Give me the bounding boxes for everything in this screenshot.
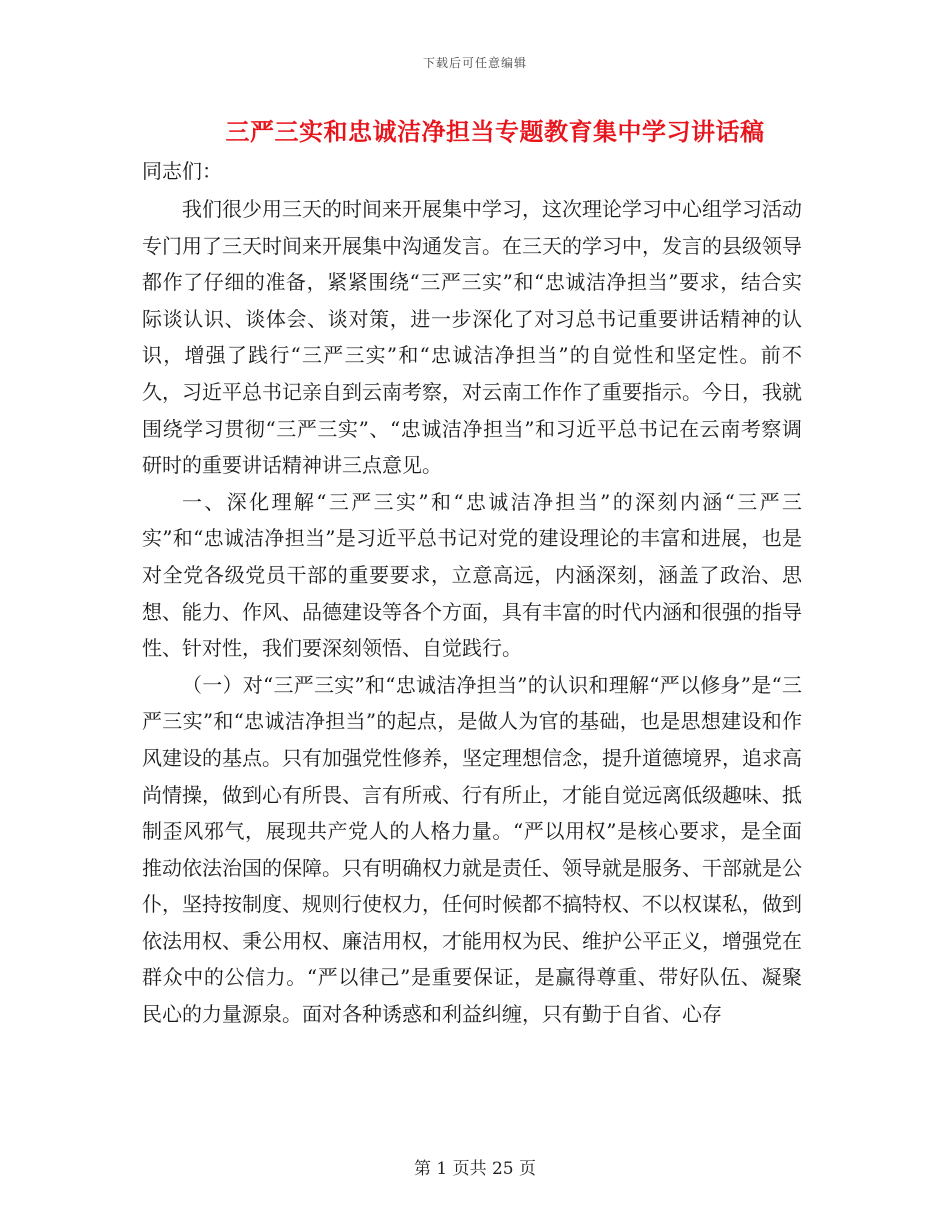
paragraph-section-one: 一、深化理解“三严三实”和“忠诚洁净担当”的深刻内涵“三严三实”和“忠诚洁净担当”是习近平总书记对党的建设理论的丰富和进展，也是对全党各级党员干部的重要要求，立意高远，内涵深刻，涵盖了政治、思想、能力、作风、品德建设等各个方面，具有丰富的时代内涵和很强的指导性、针对性，我们要深刻领悟、自觉践行。: [142, 489, 802, 661]
paragraph-subsection-one: （一）对“三严三实”和“忠诚洁净担当”的认识和理解“严以修身”是“三严三实”和“忠诚洁净担当”的起点，是做人为官的基础，也是思想建设和作风建设的基点。只有加强党性修养，坚定理想信念，提升道德境界，追求高尚情操，做到心有所畏、言有所戒、行有所止，才能自觉远离低级趣味、抵制歪风邪气，展现共产党人的人格力量。“严以用权”是核心要求，是全面推动依法治国的保障。只有明确权力就是责任、领导就是服务、干部就是公仆，坚持按制度、规则行使权力，任何时候都不搞特权、不以权谋私，做到依法用权、秉公用权、廉洁用权，才能用权为民、维护公平正义，增强党在群众中的公信力。“严以律己”是重要保证，是赢得尊重、带好队伍、凝聚民心的力量源泉。面对各种诱惑和利益纠缠，只有勤于自省、心存: [142, 672, 802, 1027]
paragraph-intro: 我们很少用三天的时间来开展集中学习，这次理论学习中心组学习活动专门用了三天时间来开展集中沟通发言。在三天的学习中，发言的县级领导都作了仔细的准备，紧紧围绕“三严三实”和“忠诚洁净担当”要求，结合实际谈认识、谈体会、谈对策，进一步深化了对习总书记重要讲话精神的认识，增强了践行“三严三实”和“忠诚洁净担当”的自觉性和坚定性。前不久，习近平总书记亲自到云南考察，对云南工作作了重要指示。今日，我就围绕学习贯彻“三严三实”、“忠诚洁净担当”和习近平总书记在云南考察调研时的重要讲话精神讲三点意见。: [142, 197, 802, 478]
page-header-note: 下载后可任意编辑: [422, 56, 527, 70]
document-title: 三严三实和忠诚洁净担当专题教育集中学习讲话稿: [225, 117, 765, 146]
greeting: 同志们：: [142, 159, 222, 183]
document-body: [142, 154, 802, 1033]
page-number: 第 1 页共 25 页: [413, 1159, 537, 1179]
